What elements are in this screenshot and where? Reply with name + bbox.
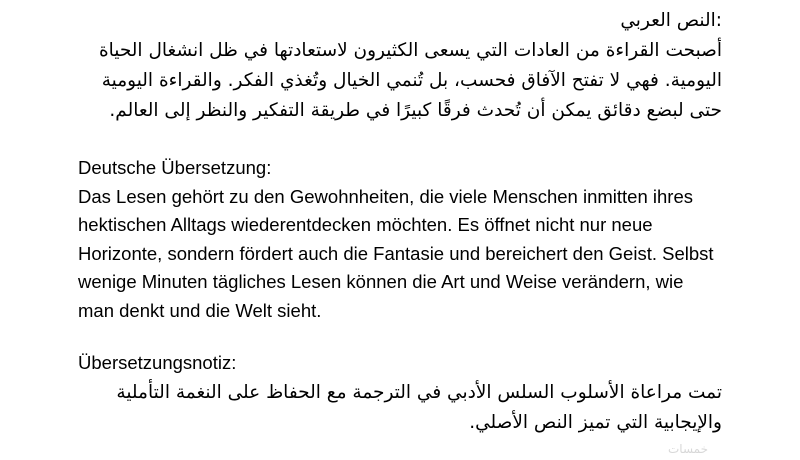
- spacer-after-arabic: [78, 126, 722, 154]
- translation-note-paragraph: تمت مراعاة الأسلوب السلس الأدبي في الترجمة مع الحفاظ على النغمة التأملية والإيجابية التي تميز النص الأصلي.: [116, 381, 722, 433]
- arabic-source-paragraph: أصبحت القراءة من العادات التي يسعى الكثيرون لاستعادتها في ظل انشغال الحياة اليومية. فهي لا تفتح الآفاق فحسب، بل تُنمي الخيال وتُغذي الفكر. والقراءة اليومية حتى لبضع دقائق يمكن أن تُحدث فرقًا كبيرًا في طريقة التفكير والنظر إلى العالم.: [98, 40, 722, 121]
- translation-note-heading: Übersetzungsnotiz:: [78, 352, 237, 373]
- arabic-section-label: :النص العربي: [620, 10, 722, 31]
- german-translation-heading: Deutsche Übersetzung:: [78, 157, 272, 178]
- spacer-after-german: [78, 325, 722, 349]
- watermark-text: خمسات: [667, 442, 708, 456]
- german-translation-paragraph: Das Lesen gehört zu den Gewohnheiten, die viele Menschen inmitten ihres hektischen Alltags wiederentdecken möchten. Es öffnet nicht nur neue Horizonte, sondern fördert auch die Fantasie und bereichert den Geist. Selbst wenige Minuten tägliches Lesen können die Art und Weise verändern, wie man denkt und die Welt sieht.: [78, 185, 714, 321]
